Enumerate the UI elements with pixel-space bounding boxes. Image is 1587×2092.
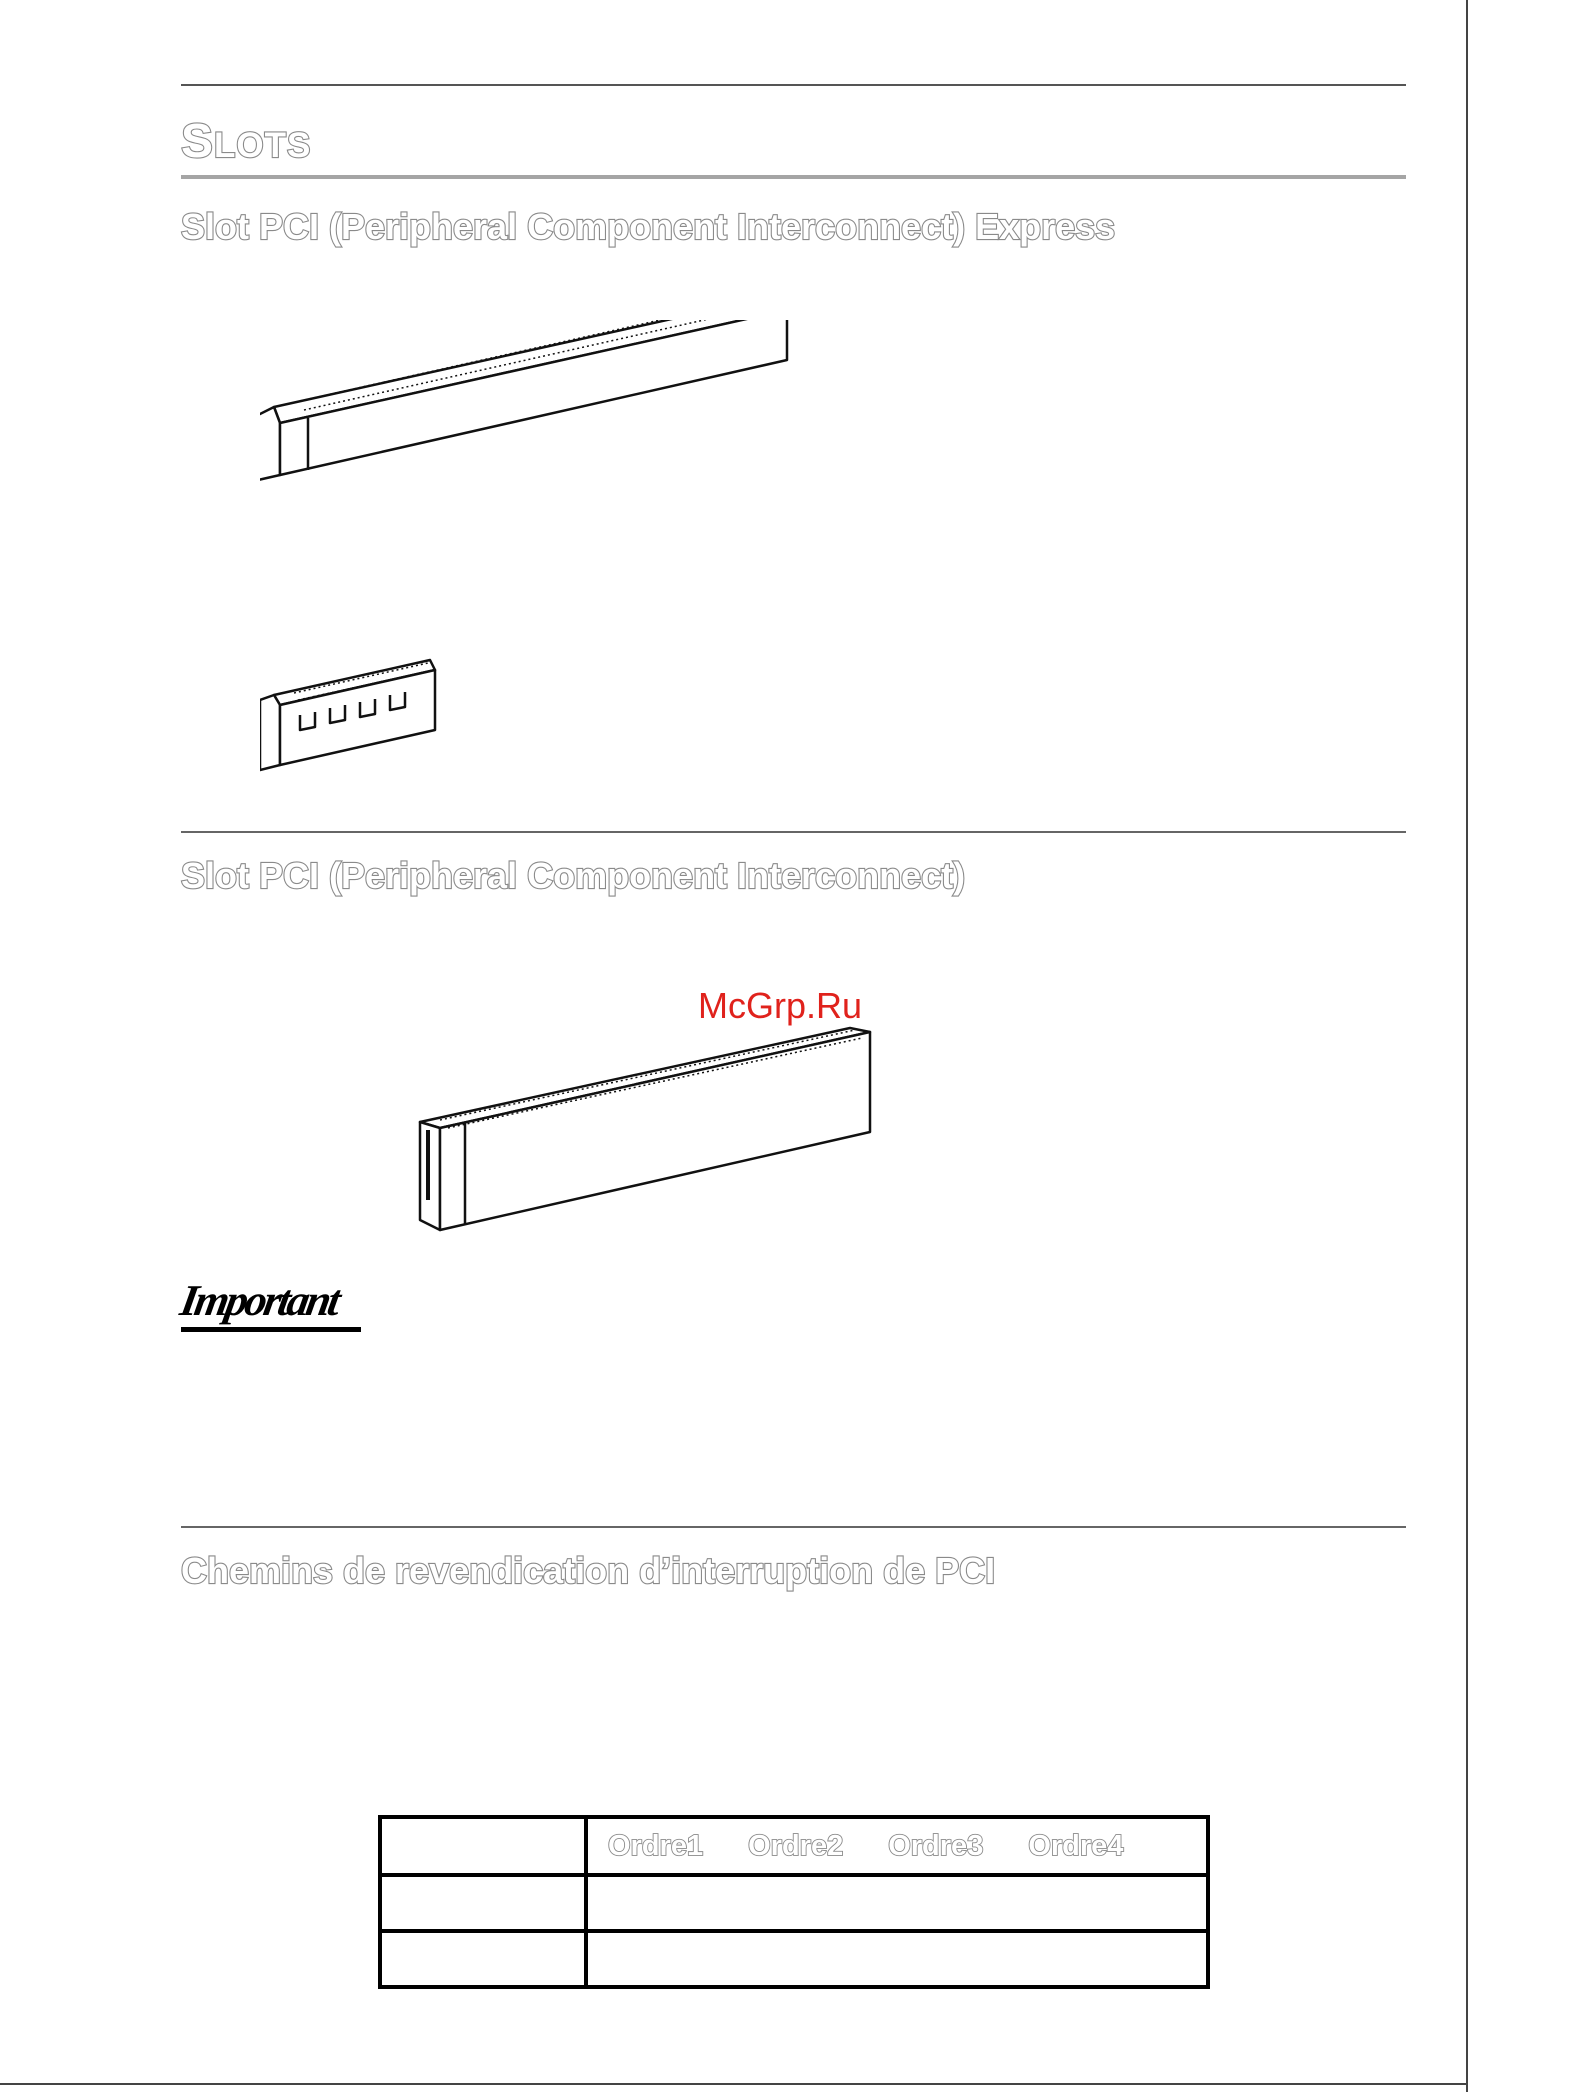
- section-heading-irq: Chemins de revendication d’interruption de PCI: [181, 1550, 996, 1591]
- order-headers: [588, 1819, 1206, 1873]
- important-badge: [176, 1275, 361, 1335]
- irq-routing-table: [378, 1815, 1210, 1989]
- page-title: [181, 115, 312, 168]
- page-border-bottom: [0, 2083, 1468, 2085]
- important-label: Important: [176, 1276, 342, 1325]
- table-cell: [586, 1875, 1208, 1931]
- order-header: Ordre3: [888, 1829, 984, 1862]
- page-border-right: [1466, 0, 1468, 2092]
- title-rule: [181, 175, 1406, 179]
- table-header-row: [380, 1817, 1208, 1875]
- table-header-cell: [586, 1817, 1208, 1875]
- header-rule: [181, 84, 1406, 86]
- table-cell: [380, 1817, 586, 1875]
- order-header: Ordre2: [748, 1829, 844, 1862]
- order-header: Ordre4: [1028, 1829, 1124, 1862]
- section-heading-pcie: Slot PCI (Peripheral Component Interconnect) Express: [181, 206, 1116, 247]
- pci-slot-icon: [410, 1020, 880, 1240]
- order-header: Ordre1: [608, 1829, 704, 1862]
- page-title-first: S: [181, 115, 215, 168]
- section-rule: [181, 831, 1406, 833]
- table-cell: [586, 1931, 1208, 1987]
- table-row: [380, 1875, 1208, 1931]
- important-underline: [181, 1327, 361, 1332]
- pcie-slot-icon: [260, 320, 900, 780]
- table-row: [380, 1931, 1208, 1987]
- table-row-label: [380, 1875, 586, 1931]
- table-row-label: [380, 1931, 586, 1987]
- watermark: McGrp.Ru: [698, 985, 863, 1026]
- section-heading-pci: Slot PCI (Peripheral Component Interconnect): [181, 855, 966, 896]
- section-rule: [181, 1526, 1406, 1528]
- page-title-rest: LOTS: [214, 126, 312, 165]
